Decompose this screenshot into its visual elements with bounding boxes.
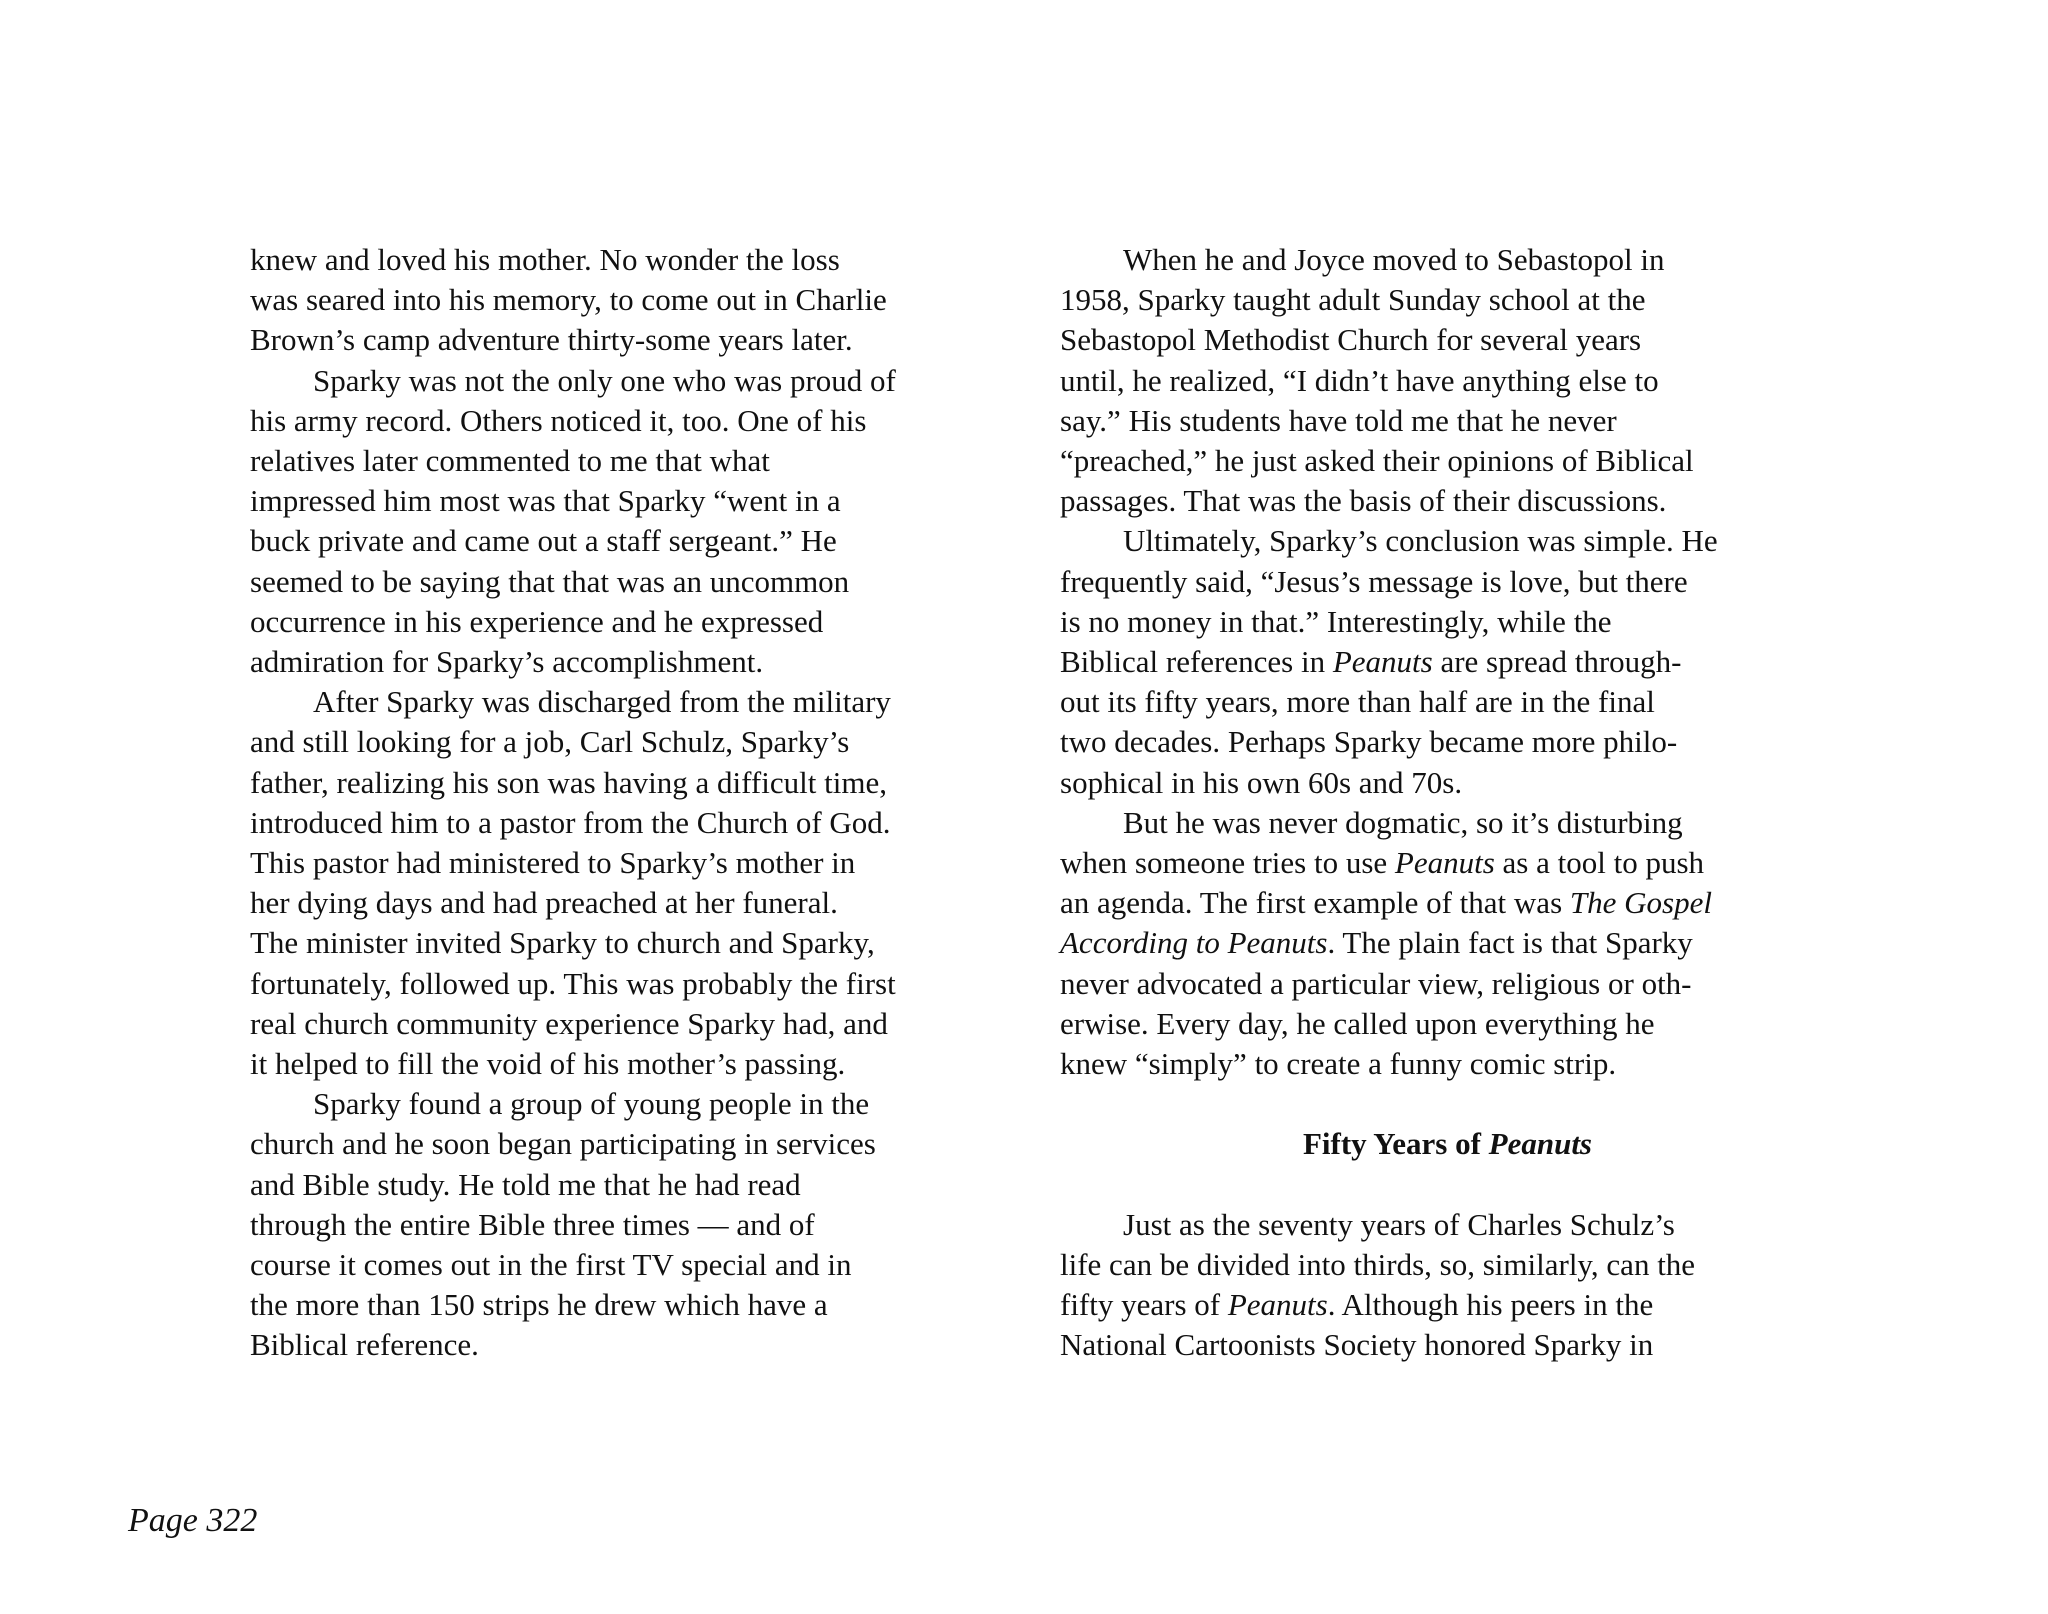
text-line: introduced him to a pastor from the Church of God.: [250, 804, 891, 840]
spacer: [1060, 1084, 1835, 1124]
text-line: through the entire Bible three times — and of: [250, 1206, 815, 1242]
text-segment: . Although his peers in the: [1327, 1287, 1654, 1323]
text-segment: . The plain fact is that Sparky: [1327, 925, 1693, 961]
text-line: [1060, 964, 1835, 1004]
text-line: course it comes out in the first TV special and in: [250, 1247, 852, 1283]
section-heading-title: Peanuts: [1488, 1126, 1592, 1162]
text-line: [1060, 1285, 1835, 1325]
text-segment: never advocated a particular view, religious or oth-: [1060, 965, 1692, 1001]
text-line: [1060, 923, 1835, 963]
text-segment: Ultimately, Sparky’s conclusion was simple. He: [1123, 523, 1718, 559]
text-segment: knew “simply” to create a funny comic strip.: [1060, 1046, 1617, 1082]
text-segment: Just as the seventy years of Charles Schulz’s: [1123, 1206, 1675, 1242]
text-segment: sophical in his own 60s and 70s.: [1060, 764, 1463, 800]
text-line: it helped to fill the void of his mother’s passing.: [250, 1046, 846, 1082]
text-line: impressed him most was that Sparky “went in a: [250, 483, 841, 519]
text-segment: passages. That was the basis of their discussions.: [1060, 483, 1667, 519]
text-segment: until, he realized, “I didn’t have anything else to: [1060, 362, 1659, 398]
text-segment: fifty years of: [1060, 1287, 1228, 1323]
text-line: fortunately, followed up. This was probably the first: [250, 965, 896, 1001]
text-line: [1060, 682, 1835, 722]
text-line: [1060, 280, 1835, 320]
text-segment: National Cartoonists Society honored Sparky in: [1060, 1327, 1654, 1363]
section-heading-prefix: Fifty Years of: [1302, 1126, 1489, 1162]
text-line: [1060, 642, 1835, 682]
text-segment: are spread through-: [1432, 644, 1682, 680]
text-line: [1060, 843, 1835, 883]
text-line: [1060, 883, 1835, 923]
text-line: [1060, 240, 1835, 280]
text-line: This pastor had ministered to Sparky’s mother in: [250, 845, 856, 881]
text-line: her dying days and had preached at her funeral.: [250, 885, 838, 921]
text-segment: two decades. Perhaps Sparky became more philo-: [1060, 724, 1678, 760]
italic-text: Peanuts: [1394, 845, 1495, 881]
text-line: The minister invited Sparky to church and Sparky,: [250, 925, 875, 961]
text-segment: out its fifty years, more than half are in the final: [1060, 684, 1655, 720]
text-line: [1060, 1245, 1835, 1285]
text-segment: erwise. Every day, he called upon everything he: [1060, 1005, 1655, 1041]
text-line: and still looking for a job, Carl Schulz, Sparky’s: [250, 724, 850, 760]
text-line: [1060, 562, 1835, 602]
text-line: [1060, 361, 1835, 401]
text-segment: Biblical references in: [1060, 644, 1333, 680]
text-segment: When he and Joyce moved to Sebastopol in: [1123, 242, 1665, 277]
text-line: knew and loved his mother. No wonder the loss: [250, 242, 840, 277]
text-line: real church community experience Sparky had, and: [250, 1005, 888, 1041]
text-line: [1060, 763, 1835, 803]
right-column-bottom-text: [1060, 1205, 1835, 1366]
text-segment: frequently said, “Jesus’s message is love, but there: [1060, 563, 1688, 599]
text-segment: as a tool to push: [1494, 845, 1705, 881]
text-line: [1060, 722, 1835, 762]
text-line: [1060, 481, 1835, 521]
text-segment: But he was never dogmatic, so it’s disturbing: [1123, 804, 1683, 840]
page-number: Page 322: [128, 1502, 258, 1539]
text-line: admiration for Sparky’s accomplishment.: [250, 644, 764, 680]
text-segment: say.” His students have told me that he never: [1060, 402, 1617, 438]
text-line: church and he soon began participating in services: [250, 1126, 876, 1162]
right-column: [1060, 240, 1835, 1366]
text-line: [1060, 441, 1835, 481]
text-line: his army record. Others noticed it, too. One of his: [250, 402, 867, 438]
section-heading: [1060, 1124, 1835, 1164]
italic-text: Peanuts: [1332, 644, 1433, 680]
text-segment: Sebastopol Methodist Church for several years: [1060, 322, 1642, 358]
text-line: [1060, 602, 1835, 642]
text-line: relatives later commented to me that what: [250, 443, 770, 479]
text-line: Biblical reference.: [250, 1327, 479, 1363]
text-segment: 1958, Sparky taught adult Sunday school at the: [1060, 282, 1646, 318]
text-line: [1060, 401, 1835, 441]
text-line: occurrence in his experience and he expressed: [250, 603, 824, 639]
text-line: and Bible study. He told me that he had read: [250, 1166, 801, 1202]
text-line: was seared into his memory, to come out in Charlie: [250, 282, 887, 318]
text-line: Brown’s camp adventure thirty-some years later.: [250, 322, 853, 358]
text-line: [1060, 1325, 1835, 1365]
text-line: [1060, 1044, 1835, 1084]
text-line: [1060, 521, 1835, 561]
text-segment: life can be divided into thirds, so, similarly, can the: [1060, 1247, 1696, 1283]
text-line: Sparky was not the only one who was proud of: [313, 362, 896, 398]
spacer: [1060, 1165, 1835, 1205]
italic-text: Peanuts: [1227, 1287, 1328, 1323]
text-line: the more than 150 strips he drew which have a: [250, 1287, 828, 1323]
text-line: [1060, 803, 1835, 843]
text-line: [1060, 1205, 1835, 1245]
italic-text: According to Peanuts: [1060, 925, 1328, 961]
text-line: Sparky found a group of young people in the: [313, 1086, 870, 1122]
text-line: [1060, 1004, 1835, 1044]
text-line: buck private and came out a staff sergeant.” He: [250, 523, 837, 559]
right-column-top-text: [1060, 240, 1835, 1084]
italic-text: The Gospel: [1569, 885, 1712, 921]
text-segment: “preached,” he just asked their opinions of Biblical: [1060, 443, 1694, 479]
left-column: [250, 240, 1025, 1366]
text-segment: when someone tries to use: [1060, 845, 1395, 881]
text-segment: an agenda. The first example of that was: [1060, 885, 1570, 921]
text-segment: is no money in that.” Interestingly, while the: [1060, 603, 1612, 639]
text-line: seemed to be saying that that was an uncommon: [250, 563, 850, 599]
text-line: [1060, 320, 1835, 360]
text-line: After Sparky was discharged from the military: [313, 684, 891, 720]
text-line: father, realizing his son was having a difficult time,: [250, 764, 887, 800]
